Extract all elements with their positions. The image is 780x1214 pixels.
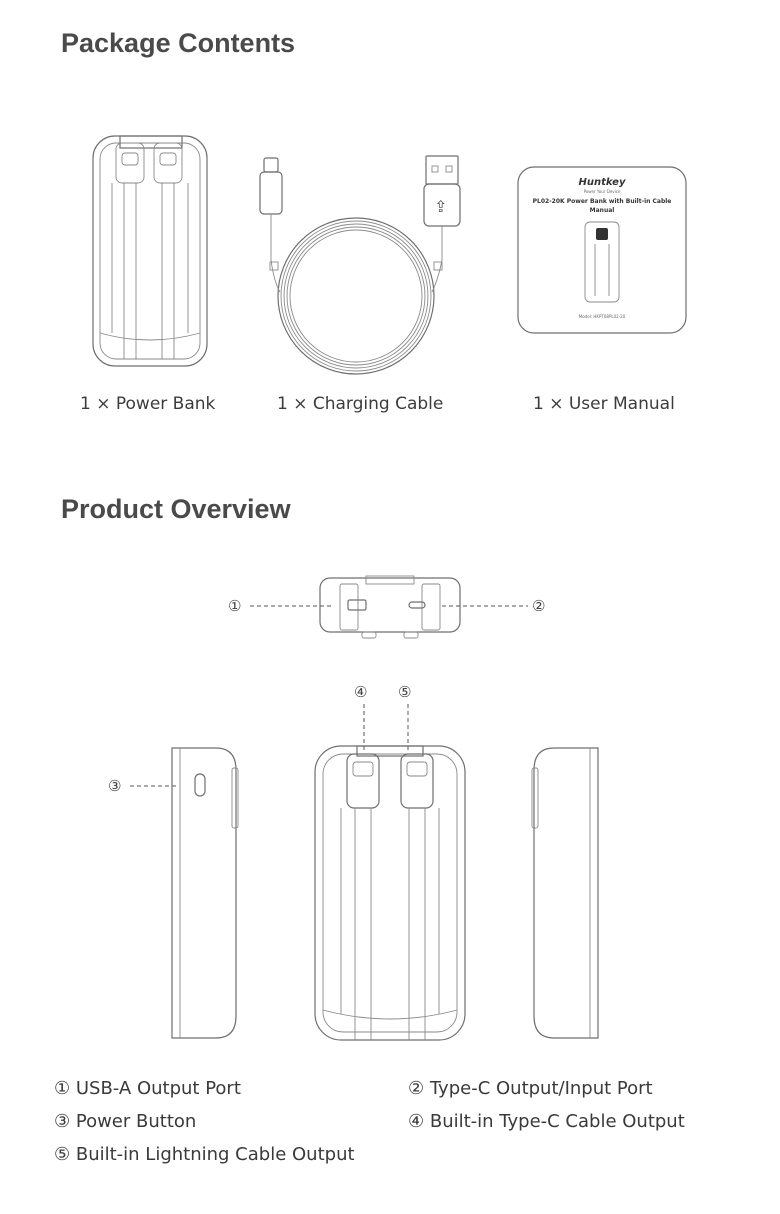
callout-5: [396, 680, 420, 752]
charging-cable-illustration: [250, 152, 470, 376]
legend-type-c-output-input-port: ② Type-C Output/Input Port: [408, 1078, 653, 1099]
manual-brand-logo: Huntkey: [578, 177, 626, 188]
manual-title-line2: Manual: [589, 207, 615, 214]
package-contents-title: Package Contents: [61, 28, 296, 58]
callout-4: [352, 680, 376, 752]
callout-1: [228, 594, 338, 618]
caption-power-bank: 1 × Power Bank: [80, 394, 216, 414]
caption-charging-cable: 1 × Charging Cable: [277, 394, 444, 414]
manual-model: Model: HKPT08PL02-20: [578, 314, 626, 319]
manual-tagline: Power Your Device: [583, 189, 621, 194]
callout-2: [440, 594, 552, 618]
marker-1: ①: [228, 597, 242, 615]
legend-built-in-type-c-cable: ④ Built-in Type-C Cable Output: [408, 1111, 685, 1132]
svg-text:⇪: ⇪: [434, 197, 448, 216]
legend-usb-a-output-port: ① USB-A Output Port: [54, 1078, 241, 1099]
product-overview-title: Product Overview: [61, 494, 291, 524]
marker-2: ②: [532, 597, 546, 615]
power-bank-front-view: [313, 744, 467, 1044]
power-bank-illustration: [90, 133, 210, 369]
legend-power-button: ③ Power Button: [54, 1111, 197, 1132]
power-bank-right-side-view: [530, 744, 602, 1042]
power-bank-left-side-view: [168, 744, 240, 1042]
caption-user-manual: 1 × User Manual: [533, 394, 675, 414]
marker-4: ④: [354, 683, 368, 701]
marker-5: ⑤: [398, 683, 412, 701]
marker-3: ③: [108, 777, 122, 795]
legend-built-in-lightning-cable: ⑤ Built-in Lightning Cable Output: [54, 1144, 355, 1165]
manual-title-line1: PL02-20K Power Bank with Built-in Cable: [532, 198, 672, 205]
